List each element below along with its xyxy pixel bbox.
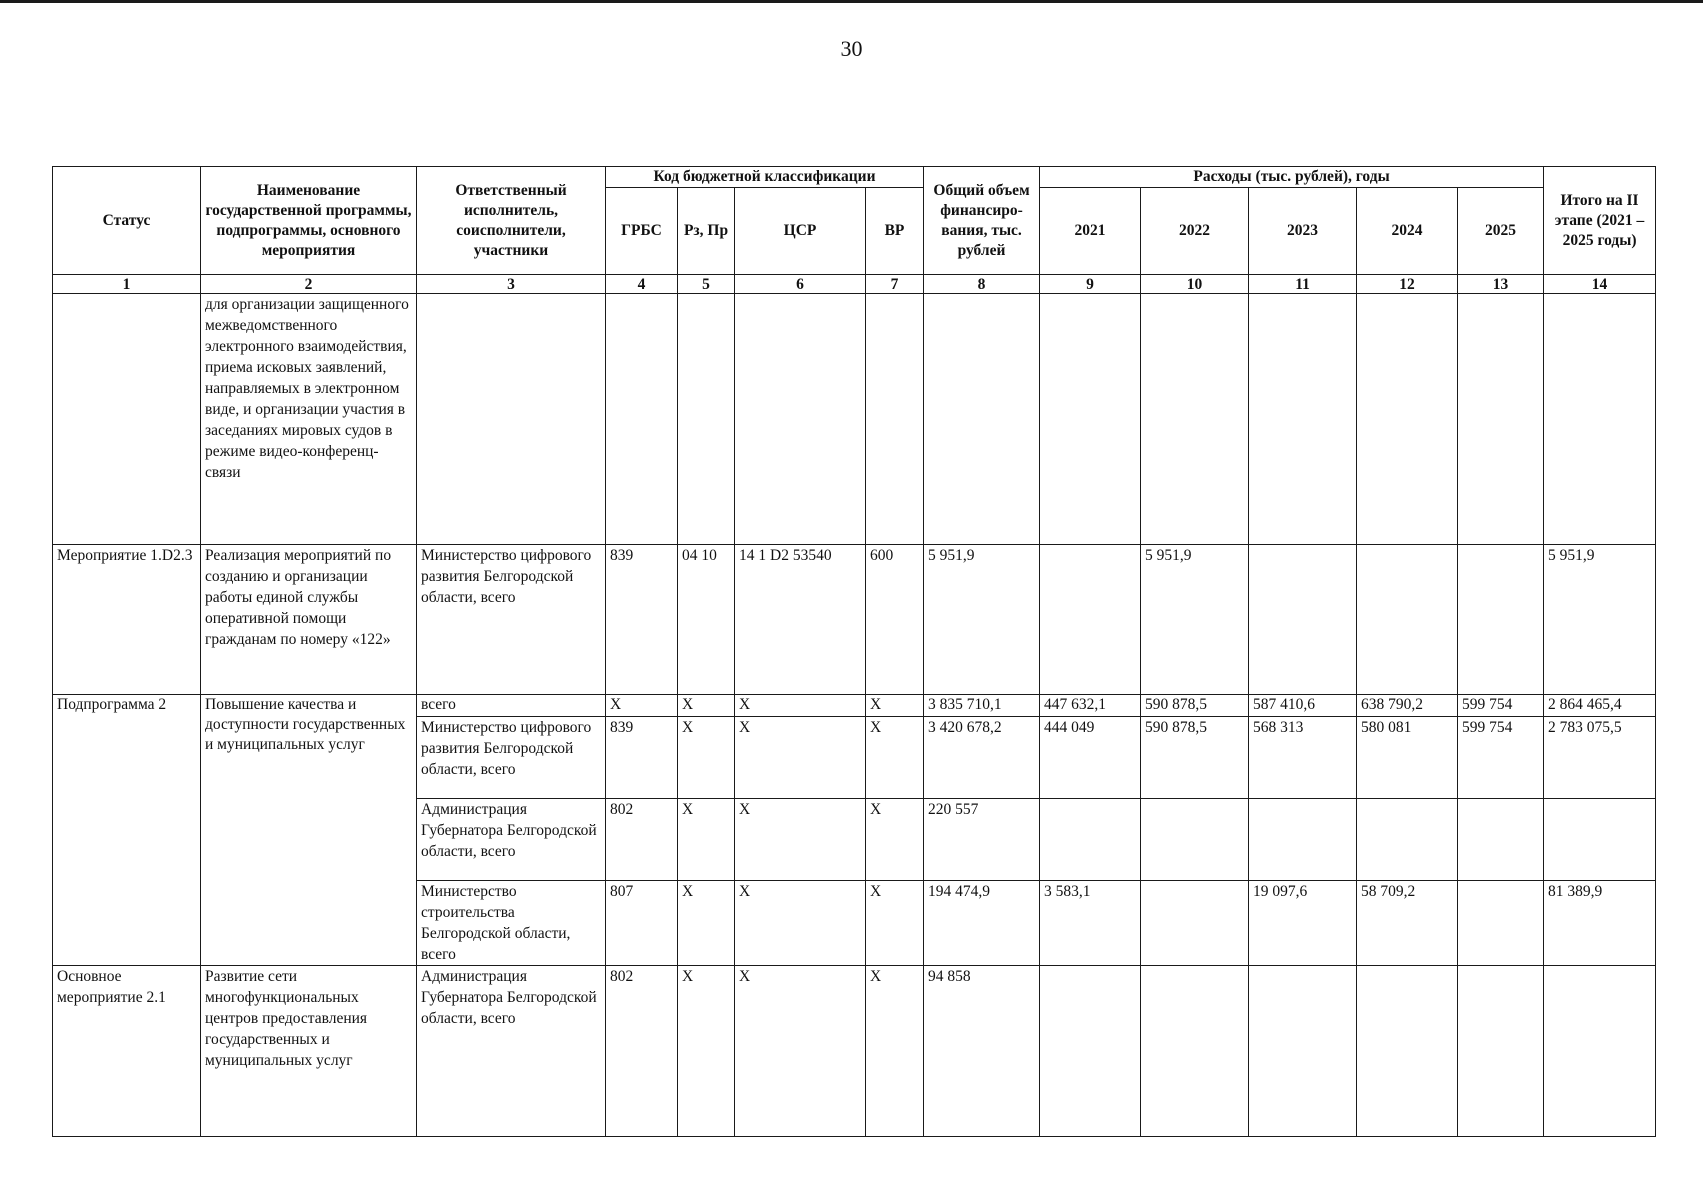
cell-stage-total: 81 389,9 xyxy=(1544,881,1656,966)
header-executor: Ответственный исполнитель, соисполнители, участники xyxy=(417,167,606,275)
header-expenses-group: Расходы (тыс. рублей), годы xyxy=(1040,167,1544,188)
cell-rzpr: Х xyxy=(678,695,735,717)
cell-stage-total xyxy=(1544,799,1656,881)
cell-2022 xyxy=(1141,881,1249,966)
cell-2022 xyxy=(1141,294,1249,545)
cell-2024: 638 790,2 xyxy=(1357,695,1458,717)
cell-executor: Администрация Губернатора Белгородской области, всего xyxy=(417,966,606,1137)
cell-vr: 600 xyxy=(866,545,924,695)
cell-2025 xyxy=(1458,545,1544,695)
cell-2025 xyxy=(1458,799,1544,881)
page-number: 30 xyxy=(840,36,863,61)
table-row xyxy=(53,966,1656,1137)
cell-2022 xyxy=(1141,799,1249,881)
cell-executor: Министерство цифрового развития Белгородской области, всего xyxy=(417,545,606,695)
cell-2022 xyxy=(1141,966,1249,1137)
column-number: 10 xyxy=(1141,275,1249,294)
header-year-2021: 2021 xyxy=(1040,188,1141,275)
cell-2025: 599 754 xyxy=(1458,717,1544,799)
cell-executor: всего xyxy=(417,695,606,717)
cell-grbs: 802 xyxy=(606,966,678,1137)
cell-stage-total: 2 783 075,5 xyxy=(1544,717,1656,799)
top-border-line xyxy=(0,0,1703,3)
cell-2024 xyxy=(1357,545,1458,695)
cell-vr xyxy=(866,294,924,545)
cell-total: 194 474,9 xyxy=(924,881,1040,966)
cell-2023 xyxy=(1249,966,1357,1137)
cell-2023: 568 313 xyxy=(1249,717,1357,799)
cell-2021: 3 583,1 xyxy=(1040,881,1141,966)
cell-2022: 590 878,5 xyxy=(1141,695,1249,717)
cell-name: для организации защищенного межведомственного электронного взаимодействия, приема исковых заявлений, направляемых в электронном виде, и организации участия в заседаниях мировых судов в режиме видео-конференц-связи xyxy=(201,294,417,545)
cell-csr: Х xyxy=(735,717,866,799)
cell-rzpr: 04 10 xyxy=(678,545,735,695)
column-number: 4 xyxy=(606,275,678,294)
cell-2024: 580 081 xyxy=(1357,717,1458,799)
cell-csr: Х xyxy=(735,695,866,717)
cell-vr: Х xyxy=(866,966,924,1137)
cell-2021 xyxy=(1040,294,1141,545)
header-csr: ЦСР xyxy=(735,188,866,275)
table-row xyxy=(53,294,1656,545)
column-number: 6 xyxy=(735,275,866,294)
cell-2025 xyxy=(1458,881,1544,966)
column-number: 8 xyxy=(924,275,1040,294)
cell-2024 xyxy=(1357,966,1458,1137)
cell-status: Мероприятие 1.D2.3 xyxy=(53,545,201,695)
cell-2023: 587 410,6 xyxy=(1249,695,1357,717)
cell-rzpr: Х xyxy=(678,799,735,881)
header-row-top xyxy=(53,167,1656,188)
cell-executor: Министерство цифрового развития Белгородской области, всего xyxy=(417,717,606,799)
header-grbs: ГРБС xyxy=(606,188,678,275)
column-number: 7 xyxy=(866,275,924,294)
header-year-2023: 2023 xyxy=(1249,188,1357,275)
cell-vr: Х xyxy=(866,695,924,717)
cell-rzpr xyxy=(678,294,735,545)
cell-csr xyxy=(735,294,866,545)
cell-grbs: 807 xyxy=(606,881,678,966)
cell-2023: 19 097,6 xyxy=(1249,881,1357,966)
header-vr: ВР xyxy=(866,188,924,275)
cell-total: 94 858 xyxy=(924,966,1040,1137)
cell-name: Развитие сети многофункциональных центров предоставления государственных и муниципальных услуг xyxy=(201,966,417,1137)
cell-2021: 444 049 xyxy=(1040,717,1141,799)
cell-2022: 5 951,9 xyxy=(1141,545,1249,695)
column-number: 2 xyxy=(201,275,417,294)
cell-csr: Х xyxy=(735,881,866,966)
header-year-2022: 2022 xyxy=(1141,188,1249,275)
column-number: 11 xyxy=(1249,275,1357,294)
cell-rzpr: Х xyxy=(678,966,735,1137)
cell-status xyxy=(53,294,201,545)
cell-vr: Х xyxy=(866,881,924,966)
cell-2021 xyxy=(1040,799,1141,881)
cell-stage-total xyxy=(1544,294,1656,545)
cell-2023 xyxy=(1249,294,1357,545)
cell-vr: Х xyxy=(866,799,924,881)
cell-2021: 447 632,1 xyxy=(1040,695,1141,717)
cell-executor xyxy=(417,294,606,545)
cell-name: Реализация мероприятий по созданию и организации работы единой службы оперативной помощи гражданам по номеру «122» xyxy=(201,545,417,695)
column-number: 13 xyxy=(1458,275,1544,294)
column-number: 14 xyxy=(1544,275,1656,294)
cell-status: Основное мероприятие 2.1 xyxy=(53,966,201,1137)
budget-table xyxy=(52,166,1656,1137)
header-year-2024: 2024 xyxy=(1357,188,1458,275)
cell-csr: Х xyxy=(735,799,866,881)
cell-2025 xyxy=(1458,294,1544,545)
header-rzpr: Рз, Пр xyxy=(678,188,735,275)
cell-total xyxy=(924,294,1040,545)
cell-total: 3 420 678,2 xyxy=(924,717,1040,799)
column-number: 3 xyxy=(417,275,606,294)
cell-2024 xyxy=(1357,799,1458,881)
column-number: 5 xyxy=(678,275,735,294)
cell-2023 xyxy=(1249,799,1357,881)
cell-status: Подпрограмма 2 xyxy=(53,695,201,966)
cell-2024 xyxy=(1357,294,1458,545)
cell-2022: 590 878,5 xyxy=(1141,717,1249,799)
cell-csr: Х xyxy=(735,966,866,1137)
cell-total: 220 557 xyxy=(924,799,1040,881)
cell-grbs: 839 xyxy=(606,717,678,799)
cell-rzpr: Х xyxy=(678,881,735,966)
cell-2025 xyxy=(1458,966,1544,1137)
cell-stage-total: 2 864 465,4 xyxy=(1544,695,1656,717)
column-number-row xyxy=(53,275,1656,294)
header-status: Статус xyxy=(53,167,201,275)
cell-executor: Министерство строительства Белгородской области, всего xyxy=(417,881,606,966)
cell-2021 xyxy=(1040,545,1141,695)
cell-total: 3 835 710,1 xyxy=(924,695,1040,717)
column-number: 12 xyxy=(1357,275,1458,294)
cell-grbs xyxy=(606,294,678,545)
column-number: 1 xyxy=(53,275,201,294)
cell-vr: Х xyxy=(866,717,924,799)
cell-name: Повышение качества и доступности государственных и муниципальных услуг xyxy=(201,695,417,966)
cell-csr: 14 1 D2 53540 xyxy=(735,545,866,695)
cell-grbs: Х xyxy=(606,695,678,717)
header-name: Наименование государственной программы, подпрограммы, основного мероприятия xyxy=(201,167,417,275)
cell-2021 xyxy=(1040,966,1141,1137)
cell-2023 xyxy=(1249,545,1357,695)
cell-2025: 599 754 xyxy=(1458,695,1544,717)
cell-grbs: 839 xyxy=(606,545,678,695)
table-row xyxy=(53,545,1656,695)
cell-executor: Администрация Губернатора Белгородской области, всего xyxy=(417,799,606,881)
cell-rzpr: Х xyxy=(678,717,735,799)
cell-stage-total: 5 951,9 xyxy=(1544,545,1656,695)
cell-total: 5 951,9 xyxy=(924,545,1040,695)
table-row xyxy=(53,695,1656,717)
column-number: 9 xyxy=(1040,275,1141,294)
cell-2024: 58 709,2 xyxy=(1357,881,1458,966)
header-total-volume: Общий объем финансиро-вания, тыс. рублей xyxy=(924,167,1040,275)
header-stage-total: Итого на II этапе (2021 – 2025 годы) xyxy=(1544,167,1656,275)
header-year-2025: 2025 xyxy=(1458,188,1544,275)
header-budget-code-group: Код бюджетной классификации xyxy=(606,167,924,188)
cell-grbs: 802 xyxy=(606,799,678,881)
cell-stage-total xyxy=(1544,966,1656,1137)
